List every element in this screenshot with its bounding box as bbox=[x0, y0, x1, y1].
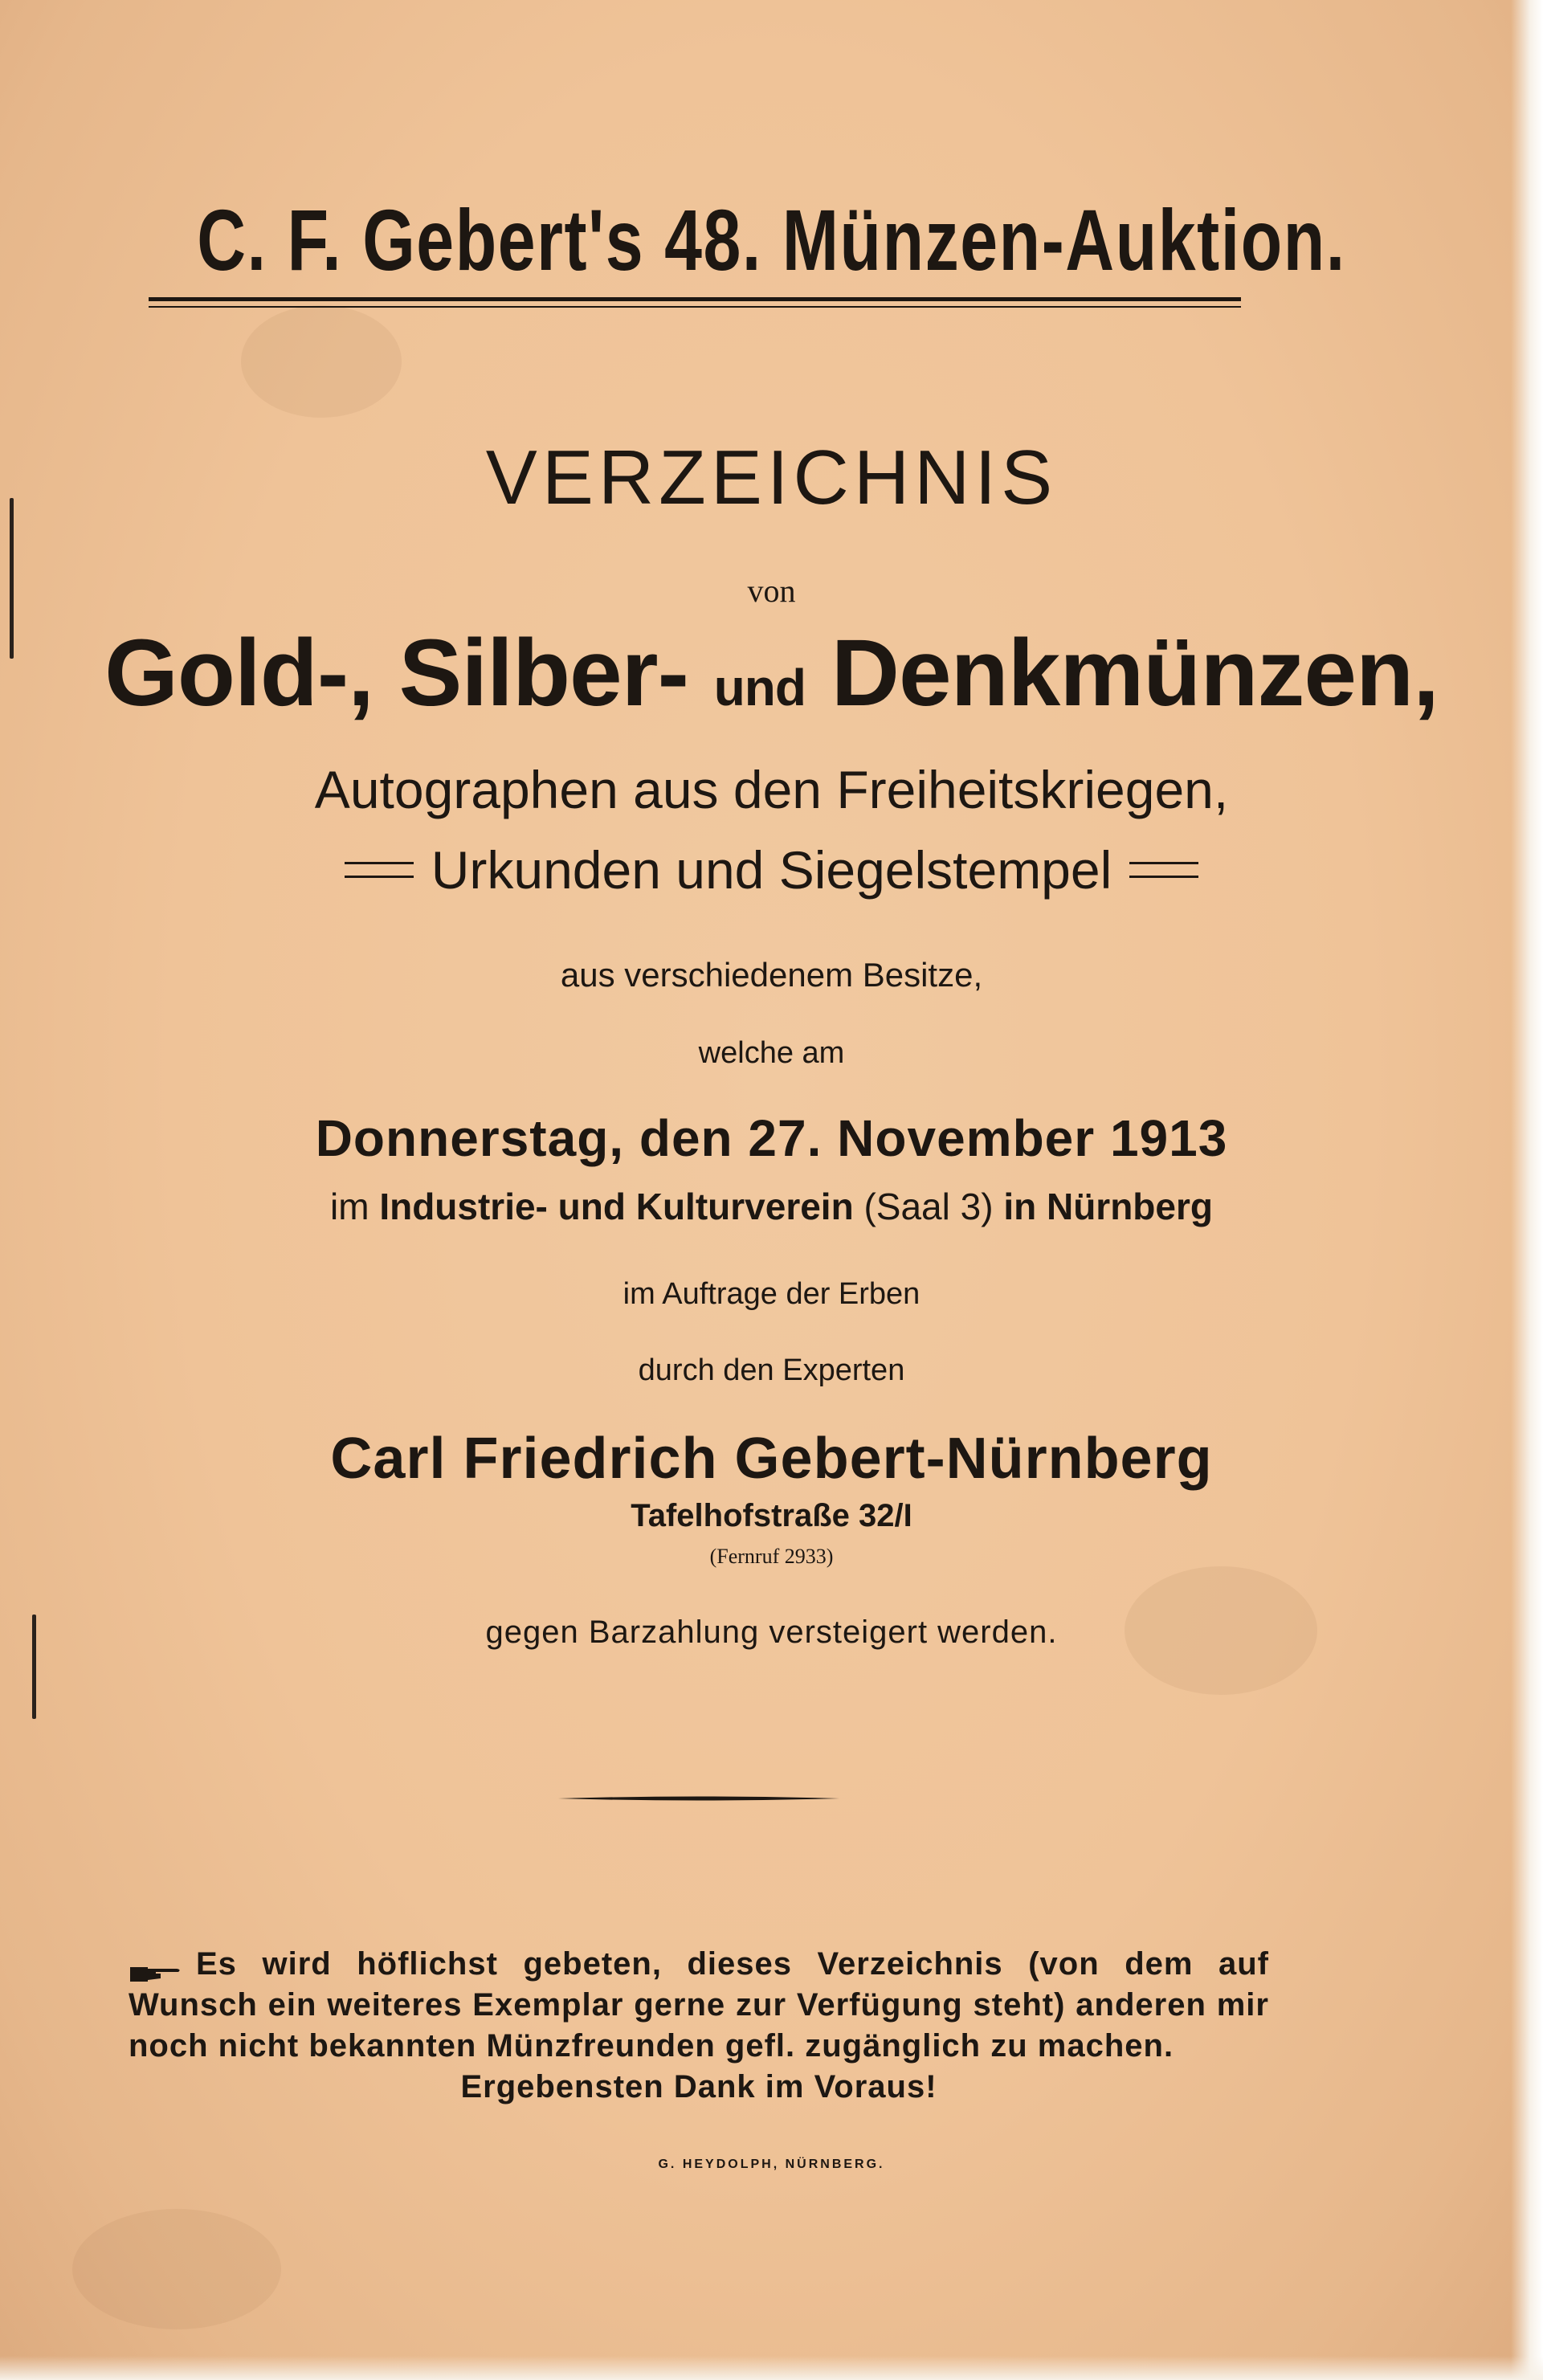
notice-paragraph bbox=[129, 1944, 1269, 2108]
catalog-line-autographen: Autographen aus den Freiheitskriegen, bbox=[314, 760, 1229, 819]
printer-imprint: G. HEYDOLPH, NÜRNBERG. bbox=[658, 2158, 885, 2171]
subject-part-2: Denkmünzen, bbox=[831, 620, 1439, 726]
venue-city: in Nürnberg bbox=[1003, 1186, 1213, 1227]
notice-text: Es wird höflichst gebeten, dieses Verzeichnis (von dem auf Wunsch ein weiteres Exemplar gerne zur Verfügung steht) anderen mir noch nicht bekannten Münzfreunden gefl. zugänglich zu machen. bbox=[129, 1946, 1269, 2064]
auction-header-title: C. F. Gebert's 48. Münzen-Auktion. bbox=[197, 191, 1346, 288]
catalog-line-urkunden bbox=[0, 839, 1543, 900]
pointing-hand-icon bbox=[129, 1953, 183, 1974]
ornament-rule-right bbox=[1129, 862, 1198, 878]
ornament-rule-left bbox=[345, 862, 414, 878]
ornamental-divider bbox=[558, 1794, 839, 1802]
urkunden-text: Urkunden und Siegelstempel bbox=[431, 840, 1112, 900]
paper-stain bbox=[241, 305, 402, 418]
notice-closing: Ergebensten Dank im Voraus! bbox=[460, 2069, 937, 2104]
subject-part-1: Gold-, Silber- bbox=[104, 620, 688, 726]
paper-stain bbox=[72, 2209, 281, 2329]
commission-line-1: im Auftrage der Erben bbox=[623, 1277, 920, 1311]
expert-phone: (Fernruf 2933) bbox=[709, 1545, 834, 1568]
page-edge bbox=[0, 2356, 1543, 2380]
header-rule-thick bbox=[149, 297, 1241, 301]
auction-date: Donnerstag, den 27. November 1913 bbox=[315, 1109, 1228, 1167]
subject-und: und bbox=[713, 659, 806, 716]
venue-prefix: im bbox=[329, 1186, 369, 1227]
page-edge bbox=[1511, 0, 1543, 2380]
catalog-heading: VERZEICHNIS bbox=[485, 435, 1058, 520]
catalog-line-welche: welche am bbox=[698, 1036, 845, 1070]
catalog-line-besitze: aus verschiedenem Besitze, bbox=[560, 956, 983, 994]
venue-name: Industrie- und Kulturverein bbox=[379, 1186, 854, 1227]
expert-address: Tafelhofstraße 32/I bbox=[631, 1498, 912, 1533]
header-rule-thin bbox=[149, 306, 1241, 308]
sale-terms: gegen Barzahlung versteigert werden. bbox=[485, 1615, 1058, 1650]
commission-line-2: durch den Experten bbox=[638, 1353, 905, 1387]
catalog-von: von bbox=[747, 573, 796, 609]
expert-name: Carl Friedrich Gebert-Nürnberg bbox=[330, 1427, 1213, 1491]
auction-venue bbox=[0, 1185, 1543, 1228]
catalog-subject bbox=[0, 618, 1543, 728]
venue-hall: (Saal 3) bbox=[863, 1186, 994, 1227]
